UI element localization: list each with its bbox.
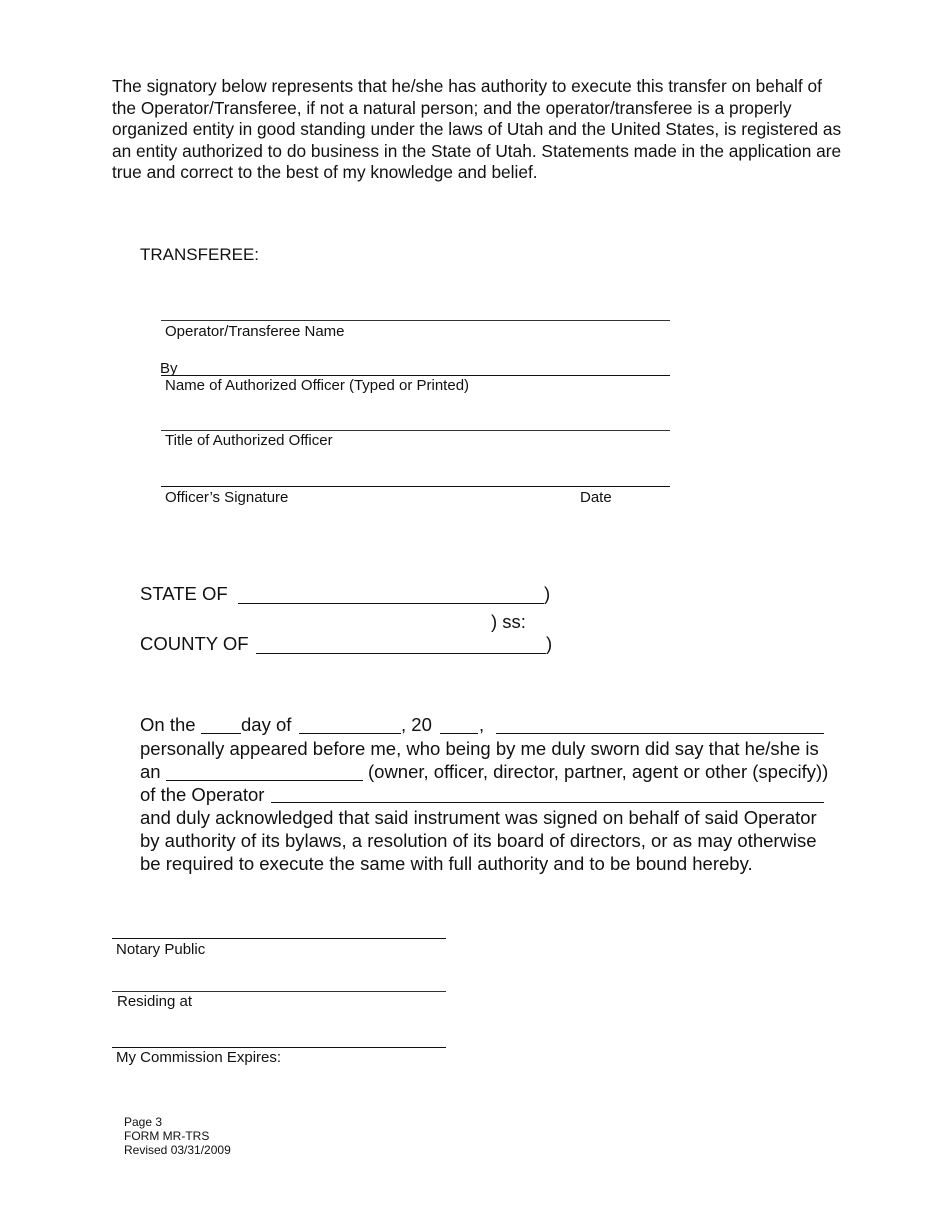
ss-label: ) ss: <box>491 611 526 632</box>
by-label: By <box>160 360 178 377</box>
ack-day-of: day of <box>241 714 292 735</box>
ack-on-the: On the <box>140 714 196 735</box>
ack-line-6: by authority of its bylaws, a resolution of its board of directors, or as may otherwise <box>140 830 817 851</box>
commission-label: My Commission Expires: <box>116 1049 282 1066</box>
county-of-label: COUNTY OF <box>140 633 249 654</box>
county-paren: ) <box>546 633 553 654</box>
signature-line[interactable] <box>161 486 670 487</box>
ack-comma: , <box>479 714 485 735</box>
footer-form: FORM MR-TRS <box>124 1129 210 1143</box>
residing-at-label: Residing at <box>117 993 193 1010</box>
state-paren: ) <box>544 583 551 604</box>
signature-label: Officer’s Signature <box>165 489 289 506</box>
year-blank[interactable] <box>440 733 478 734</box>
operator-name-line[interactable] <box>161 320 670 321</box>
officer-name-label: Name of Authorized Officer (Typed or Printed) <box>165 377 470 394</box>
footer-page: Page 3 <box>124 1115 163 1129</box>
appearer-name-blank[interactable] <box>496 733 824 734</box>
footer-revised: Revised 03/31/2009 <box>124 1143 231 1157</box>
ack-line-5: and duly acknowledged that said instrument was signed on behalf of said Operator <box>140 807 817 828</box>
state-of-label: STATE OF <box>140 583 228 604</box>
ack-an: an <box>140 761 161 782</box>
officer-name-line[interactable] <box>161 375 670 376</box>
notary-public-label: Notary Public <box>116 941 206 958</box>
state-line[interactable] <box>238 603 544 604</box>
month-blank[interactable] <box>299 733 401 734</box>
operator-blank[interactable] <box>271 802 824 803</box>
ack-line-2: personally appeared before me, who being by me duly sworn did say that he/she is <box>140 738 819 759</box>
operator-name-label: Operator/Transferee Name <box>165 323 345 340</box>
authority-statement: The signatory below represents that he/she has authority to execute this transfer on behalf of the Operator/Transferee, if not a natural person; and the operator/transferee is a properly organized entity in good standing under the laws of Utah and the United States, is registered as an entity authorized to do business in the State of Utah. Statements made in the application are true and correct to the best of my knowledge and belief. <box>112 76 842 182</box>
notary-signature-line[interactable] <box>112 938 446 939</box>
transferee-heading: TRANSFEREE: <box>140 245 260 264</box>
commission-line[interactable] <box>112 1047 446 1048</box>
officer-title-label: Title of Authorized Officer <box>165 432 333 449</box>
day-blank[interactable] <box>201 733 241 734</box>
ack-of-the-operator: of the Operator <box>140 784 265 805</box>
ack-line-7: be required to execute the same with full authority and to be bound hereby. <box>140 853 753 874</box>
officer-title-line[interactable] <box>161 430 670 431</box>
date-label: Date <box>580 489 612 506</box>
ack-comma-20: , 20 <box>401 714 432 735</box>
ack-role-options: (owner, officer, director, partner, agent or other (specify)) <box>368 761 829 782</box>
county-line[interactable] <box>256 653 546 654</box>
residing-at-line[interactable] <box>112 991 446 992</box>
role-blank[interactable] <box>166 780 363 781</box>
